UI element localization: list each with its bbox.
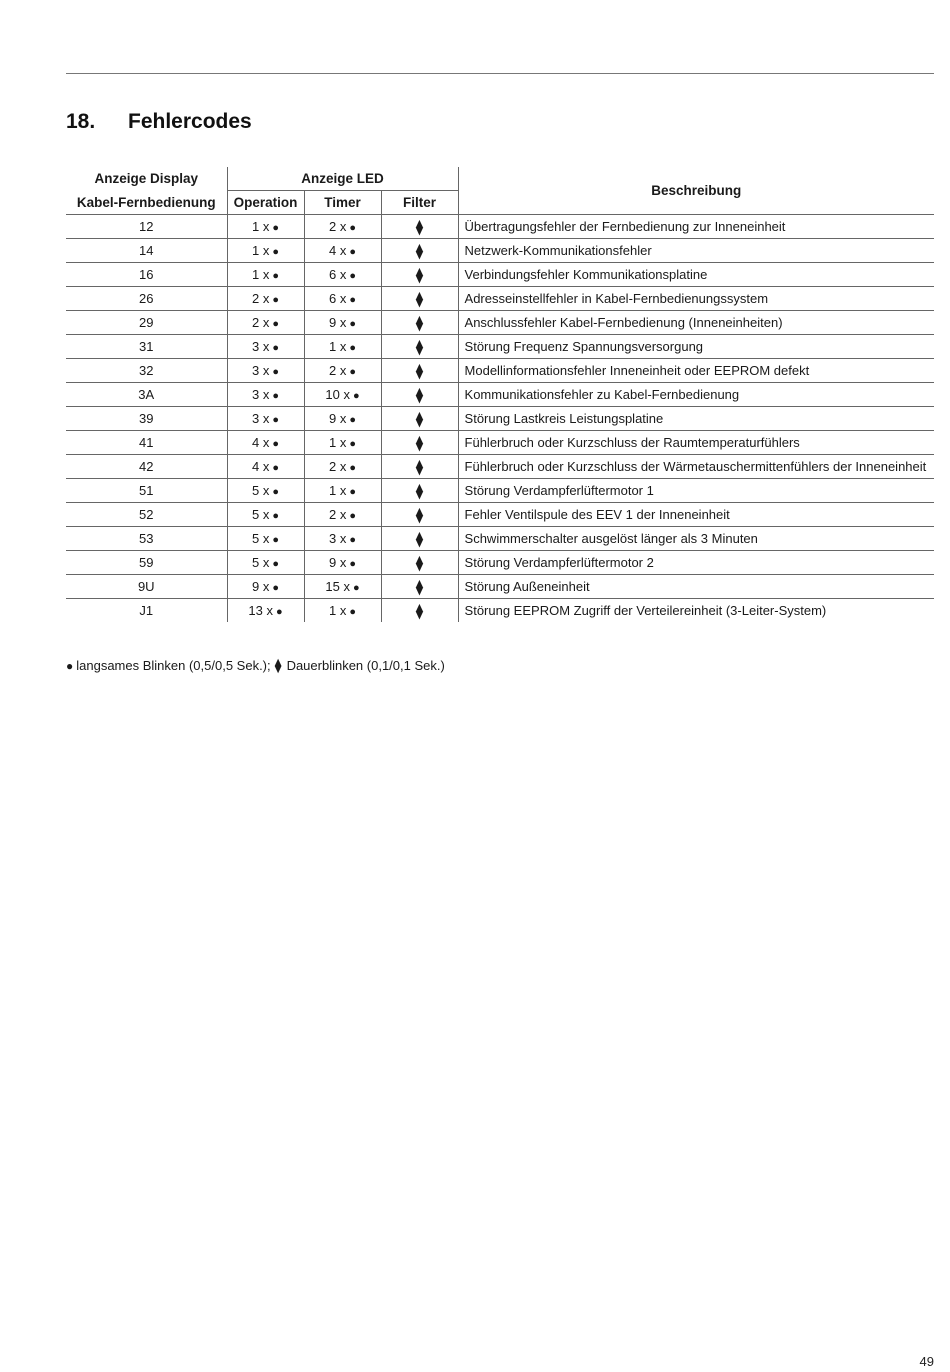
timer-value: 2 x	[329, 507, 347, 522]
code-cell	[66, 407, 227, 431]
operation-cell	[227, 431, 304, 455]
code-value: J1	[139, 603, 154, 618]
dot-icon: ●	[349, 318, 356, 330]
filter-cell	[381, 455, 458, 479]
table-row	[66, 455, 934, 479]
code-value: 41	[139, 435, 154, 450]
dot-icon: ●	[272, 486, 279, 498]
filter-cell	[381, 599, 458, 623]
filter-cell	[381, 431, 458, 455]
timer-cell	[304, 599, 381, 623]
description-cell	[458, 527, 934, 551]
code-cell	[66, 287, 227, 311]
legend-slow-text: langsames Blinken (0,5/0,5 Sek.);	[76, 658, 271, 673]
top-rule	[66, 73, 934, 74]
operation-cell	[227, 479, 304, 503]
operation-cell	[227, 215, 304, 239]
table-row	[66, 359, 934, 383]
dot-icon: ●	[349, 246, 356, 258]
table-row	[66, 263, 934, 287]
timer-value: 1 x	[329, 435, 347, 450]
timer-cell	[304, 455, 381, 479]
diamond-icon: ⧫	[415, 314, 424, 332]
code-cell	[66, 311, 227, 335]
timer-value: 4 x	[329, 243, 347, 258]
filter-cell	[381, 215, 458, 239]
description-cell	[458, 215, 934, 239]
table-row	[66, 527, 934, 551]
timer-value: 2 x	[329, 219, 347, 234]
diamond-icon: ⧫	[415, 458, 424, 476]
timer-value: 1 x	[329, 339, 347, 354]
section-heading	[66, 110, 252, 134]
diamond-icon: ⧫	[415, 482, 424, 500]
code-cell	[66, 575, 227, 599]
description-cell	[458, 359, 934, 383]
header-display-sub: Kabel-Fernbedienung	[66, 191, 227, 215]
header-timer: Timer	[304, 191, 381, 215]
timer-value: 2 x	[329, 363, 347, 378]
operation-cell	[227, 407, 304, 431]
dot-icon: ●	[272, 558, 279, 570]
timer-cell	[304, 479, 381, 503]
dot-icon: ●	[352, 582, 360, 594]
operation-value: 2 x	[252, 315, 270, 330]
operation-cell	[227, 287, 304, 311]
code-value: 3A	[138, 387, 155, 402]
operation-value: 3 x	[252, 339, 270, 354]
filter-cell	[381, 263, 458, 287]
page-number: 49	[919, 1354, 934, 1369]
error-code-table	[66, 167, 934, 622]
description-value: Störung Außeneinheit	[464, 579, 590, 594]
description-cell	[458, 263, 934, 287]
header-operation: Operation	[227, 191, 304, 215]
description-cell	[458, 407, 934, 431]
timer-value: 15 x	[325, 579, 350, 594]
dot-icon: ●	[272, 366, 279, 378]
timer-cell	[304, 527, 381, 551]
table-row	[66, 215, 934, 239]
header-display: Anzeige Display	[66, 167, 227, 191]
operation-value: 4 x	[252, 435, 270, 450]
code-cell	[66, 503, 227, 527]
operation-value: 3 x	[252, 411, 270, 426]
code-value: 31	[139, 339, 154, 354]
filter-cell	[381, 479, 458, 503]
code-value: 53	[139, 531, 154, 546]
diamond-icon: ⧫	[415, 578, 424, 596]
timer-cell	[304, 359, 381, 383]
timer-cell	[304, 503, 381, 527]
code-value: 14	[139, 243, 154, 258]
table-row	[66, 431, 934, 455]
dot-icon: ●	[272, 462, 279, 474]
dot-icon: ●	[272, 222, 279, 234]
code-cell	[66, 215, 227, 239]
table-row	[66, 551, 934, 575]
dot-icon: ●	[349, 606, 356, 618]
dot-icon: ●	[349, 510, 356, 522]
section-number: 18.	[66, 110, 96, 133]
code-value: 59	[139, 555, 154, 570]
timer-value: 10 x	[325, 387, 350, 402]
operation-cell	[227, 383, 304, 407]
dot-icon: ●	[349, 534, 356, 546]
operation-cell	[227, 575, 304, 599]
dot-icon: ●	[272, 510, 279, 522]
timer-cell	[304, 383, 381, 407]
dot-icon: ●	[349, 462, 356, 474]
code-value: 52	[139, 507, 154, 522]
table-row	[66, 287, 934, 311]
dot-icon: ●	[272, 534, 279, 546]
legend-fast-text: Dauerblinken (0,1/0,1 Sek.)	[286, 658, 445, 673]
timer-cell	[304, 287, 381, 311]
description-value: Fühlerbruch oder Kurzschluss der Wärmetauschermittenfühlers der Inneneinheit	[464, 459, 927, 474]
description-cell	[458, 335, 934, 359]
filter-cell	[381, 383, 458, 407]
operation-value: 5 x	[252, 483, 270, 498]
filter-cell	[381, 287, 458, 311]
section-title: Fehlercodes	[128, 110, 252, 133]
table-row	[66, 479, 934, 503]
diamond-icon: ⧫	[415, 410, 424, 428]
table-row	[66, 599, 934, 623]
code-cell	[66, 431, 227, 455]
operation-value: 3 x	[252, 363, 270, 378]
description-value: Netzwerk-Kommunikationsfehler	[464, 243, 652, 258]
description-cell	[458, 503, 934, 527]
dot-icon: ●	[272, 294, 279, 306]
filter-cell	[381, 239, 458, 263]
description-value: Störung Verdampferlüftermotor 1	[464, 483, 654, 498]
description-value: Fehler Ventilspule des EEV 1 der Inneneinheit	[464, 507, 730, 522]
dot-icon: ●	[275, 606, 283, 618]
filter-cell	[381, 407, 458, 431]
description-cell	[458, 311, 934, 335]
header-led-group: Anzeige LED	[227, 167, 458, 191]
filter-cell	[381, 335, 458, 359]
filter-cell	[381, 551, 458, 575]
timer-value: 9 x	[329, 555, 347, 570]
table-row	[66, 239, 934, 263]
code-cell	[66, 263, 227, 287]
dot-icon: ●	[272, 390, 279, 402]
dot-icon: ●	[272, 246, 279, 258]
diamond-icon: ⧫	[415, 242, 424, 260]
diamond-icon: ⧫	[415, 338, 424, 356]
dot-icon: ●	[349, 222, 356, 234]
operation-cell	[227, 263, 304, 287]
timer-value: 6 x	[329, 267, 347, 282]
operation-cell	[227, 359, 304, 383]
operation-value: 2 x	[252, 291, 270, 306]
diamond-icon: ⧫	[415, 218, 424, 236]
operation-value: 4 x	[252, 459, 270, 474]
dot-icon: ●	[272, 414, 279, 426]
operation-cell	[227, 335, 304, 359]
dot-icon: ●	[349, 486, 356, 498]
code-value: 29	[139, 315, 154, 330]
description-value: Adresseinstellfehler in Kabel-Fernbedienungssystem	[464, 291, 769, 306]
diamond-icon: ⧫	[415, 386, 424, 404]
dot-icon: ●	[349, 342, 356, 354]
diamond-icon: ⧫	[415, 434, 424, 452]
dot-icon: ●	[349, 366, 356, 378]
diamond-icon: ⧫	[415, 506, 424, 524]
timer-value: 9 x	[329, 315, 347, 330]
timer-cell	[304, 551, 381, 575]
filter-cell	[381, 503, 458, 527]
code-cell	[66, 599, 227, 623]
diamond-icon: ⧫	[415, 266, 424, 284]
operation-cell	[227, 503, 304, 527]
code-cell	[66, 383, 227, 407]
dot-icon: ●	[272, 270, 279, 282]
description-cell	[458, 287, 934, 311]
code-cell	[66, 239, 227, 263]
operation-cell	[227, 551, 304, 575]
table-row	[66, 383, 934, 407]
operation-value: 5 x	[252, 555, 270, 570]
description-value: Modellinformationsfehler Inneneinheit oder EEPROM defekt	[464, 363, 810, 378]
timer-value: 6 x	[329, 291, 347, 306]
operation-value: 5 x	[252, 531, 270, 546]
description-cell	[458, 239, 934, 263]
code-value: 9U	[137, 579, 155, 594]
description-value: Störung Frequenz Spannungsversorgung	[464, 339, 704, 354]
code-value: 42	[139, 459, 154, 474]
dot-icon: ●	[349, 438, 356, 450]
operation-cell	[227, 599, 304, 623]
table-body	[66, 215, 934, 623]
description-value: Schwimmerschalter ausgelöst länger als 3 Minuten	[464, 531, 758, 546]
diamond-icon: ⧫	[415, 530, 424, 548]
diamond-icon: ⧫	[415, 362, 424, 380]
operation-value: 3 x	[252, 387, 270, 402]
operation-cell	[227, 311, 304, 335]
filter-cell	[381, 575, 458, 599]
operation-cell	[227, 455, 304, 479]
description-value: Fühlerbruch oder Kurzschluss der Raumtemperaturfühlers	[464, 435, 800, 450]
timer-cell	[304, 263, 381, 287]
timer-cell	[304, 431, 381, 455]
code-cell	[66, 455, 227, 479]
table-row	[66, 503, 934, 527]
description-value: Störung Lastkreis Leistungsplatine	[464, 411, 664, 426]
description-cell	[458, 431, 934, 455]
description-cell	[458, 575, 934, 599]
code-value: 32	[139, 363, 154, 378]
operation-value: 13 x	[248, 603, 273, 618]
dot-icon: ●	[272, 342, 279, 354]
description-cell	[458, 551, 934, 575]
diamond-icon: ⧫	[274, 657, 282, 673]
code-cell	[66, 479, 227, 503]
diamond-icon: ⧫	[415, 602, 424, 620]
operation-value: 1 x	[252, 219, 270, 234]
dot-icon: ●	[272, 318, 279, 330]
table-row	[66, 311, 934, 335]
code-cell	[66, 551, 227, 575]
timer-value: 1 x	[329, 603, 347, 618]
filter-cell	[381, 311, 458, 335]
description-value: Übertragungsfehler der Fernbedienung zur Inneneinheit	[464, 219, 786, 234]
table-row	[66, 407, 934, 431]
code-value: 51	[139, 483, 154, 498]
dot-icon: ●	[66, 659, 74, 673]
dot-icon: ●	[272, 438, 279, 450]
description-cell	[458, 479, 934, 503]
table-row	[66, 335, 934, 359]
filter-cell	[381, 527, 458, 551]
code-cell	[66, 359, 227, 383]
timer-cell	[304, 575, 381, 599]
description-cell	[458, 455, 934, 479]
code-value: 12	[139, 219, 154, 234]
timer-value: 2 x	[329, 459, 347, 474]
dot-icon: ●	[352, 390, 360, 402]
table-row	[66, 575, 934, 599]
operation-value: 1 x	[252, 267, 270, 282]
timer-value: 3 x	[329, 531, 347, 546]
description-cell	[458, 383, 934, 407]
code-cell	[66, 527, 227, 551]
operation-value: 1 x	[252, 243, 270, 258]
timer-cell	[304, 215, 381, 239]
dot-icon: ●	[349, 294, 356, 306]
description-cell	[458, 599, 934, 623]
timer-value: 1 x	[329, 483, 347, 498]
dot-icon: ●	[349, 270, 356, 282]
header-description: Beschreibung	[651, 183, 742, 198]
filter-cell	[381, 359, 458, 383]
description-value: Störung EEPROM Zugriff der Verteilereinheit (3-Leiter-System)	[464, 603, 827, 618]
description-value: Anschlussfehler Kabel-Fernbedienung (Inneneinheiten)	[464, 315, 783, 330]
operation-cell	[227, 527, 304, 551]
dot-icon: ●	[349, 414, 356, 426]
timer-cell	[304, 407, 381, 431]
code-cell	[66, 335, 227, 359]
dot-icon: ●	[349, 558, 356, 570]
operation-value: 5 x	[252, 507, 270, 522]
operation-value: 9 x	[252, 579, 270, 594]
timer-value: 9 x	[329, 411, 347, 426]
legend	[66, 657, 445, 674]
description-value: Verbindungsfehler Kommunikationsplatine	[464, 267, 708, 282]
description-value: Kommunikationsfehler zu Kabel-Fernbedienung	[464, 387, 740, 402]
dot-icon: ●	[272, 582, 279, 594]
operation-cell	[227, 239, 304, 263]
diamond-icon: ⧫	[415, 554, 424, 572]
diamond-icon: ⧫	[415, 290, 424, 308]
code-value: 39	[139, 411, 154, 426]
timer-cell	[304, 311, 381, 335]
description-value: Störung Verdampferlüftermotor 2	[464, 555, 654, 570]
timer-cell	[304, 239, 381, 263]
code-value: 26	[139, 291, 154, 306]
code-value: 16	[139, 267, 154, 282]
header-filter: Filter	[381, 191, 458, 215]
timer-cell	[304, 335, 381, 359]
